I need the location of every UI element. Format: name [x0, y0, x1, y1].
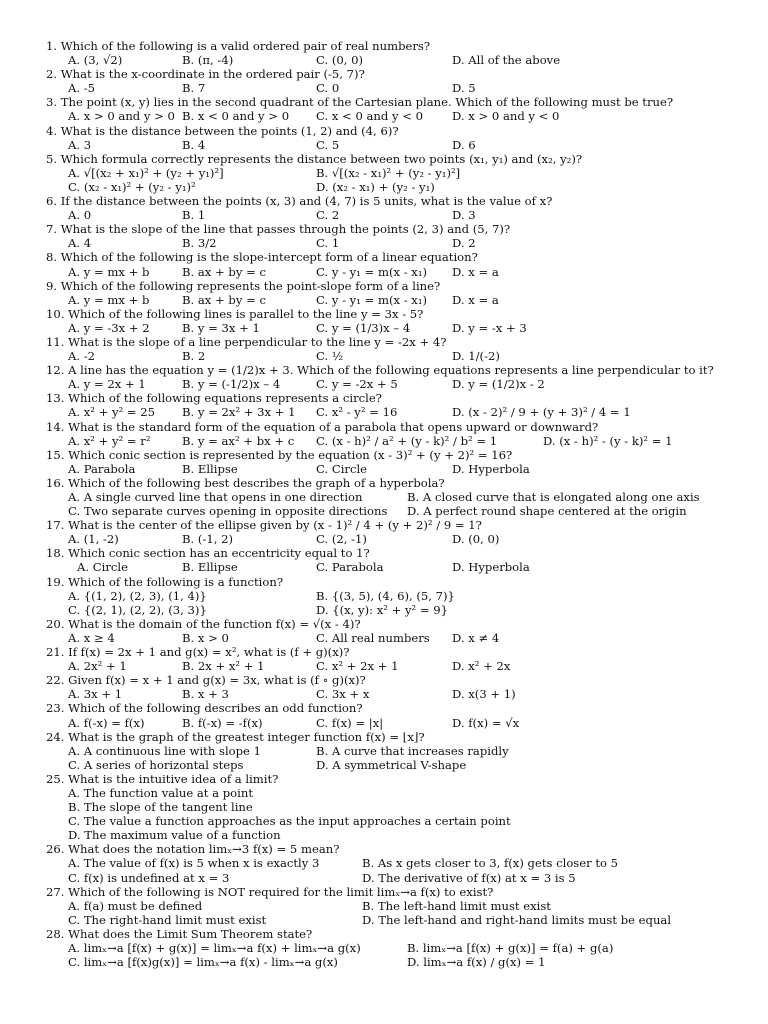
option-a: A. 3: [68, 137, 92, 152]
option-a: A. limₓ→a [f(x) + g(x)] = limₓ→a f(x) + limₓ→a g(x): [68, 941, 361, 955]
options-row: [0, 955, 768, 969]
option-d: D. (x₂ - x₁) + (y₂ - y₁): [316, 179, 435, 194]
option-a: A. (3, √2): [68, 53, 123, 68]
option-d: D. All of the above: [452, 53, 561, 68]
question-text: 21. If f(x) = 2x + 1 and g(x) = x², what is (f + g)(x)?: [46, 645, 350, 660]
options-row: [0, 208, 768, 222]
option-b: B. 3/2: [182, 236, 217, 251]
question-text: 6. If the distance between the points (x, 3) and (4, 7) is 5 units, what is the value of x?: [46, 194, 553, 209]
options-row: [0, 871, 768, 885]
options-row: [0, 603, 768, 617]
option-b: B. 2x + x² + 1: [182, 659, 265, 674]
option-c: C. Parabola: [316, 560, 384, 575]
option-c: C. limₓ→a [f(x)g(x)] = limₓ→a f(x) - limₓ→a g(x): [68, 955, 338, 970]
option-c: C. f(x) is undefined at x = 3: [68, 870, 230, 885]
option-b: B. {(3, 5), (4, 6), (5, 7)}: [316, 588, 455, 603]
option-c: C. Two separate curves opening in opposite directions: [68, 504, 388, 519]
question-sheet: [0, 39, 768, 969]
option-d: D. (x - 2)² / 9 + (y + 3)² / 4 = 1: [452, 405, 631, 420]
option-d: D. x = a: [452, 264, 499, 279]
option-a: A. √[(x₂ + x₁)² + (y₂ + y₁)²]: [68, 165, 224, 180]
option-b: B. 7: [182, 81, 206, 96]
options-row: [0, 462, 768, 476]
option-c: C. (x - h)² / a² + (y - k)² / b² = 1: [316, 433, 498, 448]
option-c: C. x² + 2x + 1: [316, 659, 399, 674]
option-d: D. A perfect round shape centered at the origin: [407, 504, 687, 519]
option-a: A. (1, -2): [68, 532, 119, 547]
options-row: [0, 81, 768, 95]
question-block: [0, 335, 768, 363]
option-a: A. x² + y² = 25: [68, 405, 156, 420]
options-row: [0, 786, 768, 800]
options-row: [0, 405, 768, 419]
question-text: 20. What is the domain of the function f(x) = √(x - 4)?: [46, 616, 361, 631]
question-text: 5. Which formula correctly represents the distance between two points (x₁, y₁) and (x₂, y₂)?: [46, 151, 583, 166]
option-b: B. 2: [182, 349, 206, 364]
question-block: [0, 885, 768, 927]
options-row: [0, 589, 768, 603]
question-text: 13. Which of the following equations represents a circle?: [46, 391, 382, 406]
option-c: C. The right-hand limit must exist: [68, 912, 267, 927]
option-a: A. Parabola: [68, 461, 136, 476]
option-d: D. The left-hand and right-hand limits must be equal: [362, 912, 672, 927]
question-block: [0, 518, 768, 546]
option-a: A. The function value at a point: [68, 785, 253, 800]
question-text: 16. Which of the following best describes the graph of a hyperbola?: [46, 475, 445, 490]
question-block: [0, 194, 768, 222]
options-row: [0, 180, 768, 194]
option-a: A. y = mx + b: [68, 292, 150, 307]
options-row: [0, 265, 768, 279]
question-block: [0, 730, 768, 772]
options-row: [0, 377, 768, 391]
option-b: B. As x gets closer to 3, f(x) gets closer to 5: [362, 856, 619, 871]
question-text: 27. Which of the following is NOT required for the limit limₓ→a f(x) to exist?: [46, 884, 494, 899]
option-d: D. 3: [452, 208, 476, 223]
options-row: [0, 560, 768, 574]
options-row: [0, 490, 768, 504]
question-text: 23. Which of the following describes an odd function?: [46, 701, 363, 716]
question-block: [0, 575, 768, 617]
option-c: C. 3x + x: [316, 687, 370, 702]
option-c: C. y - y₁ = m(x - x₁): [316, 292, 428, 307]
question-text: 18. Which conic section has an eccentricity equal to 1?: [46, 546, 370, 561]
option-a: A. y = mx + b: [68, 264, 150, 279]
question-text: 28. What does the Limit Sum Theorem state?: [46, 926, 313, 941]
question-block: [0, 476, 768, 518]
options-row: [0, 293, 768, 307]
option-c: C. (2, -1): [316, 532, 367, 547]
option-c: C. x² - y² = 16: [316, 405, 398, 420]
question-block: [0, 67, 768, 95]
option-d: D. 1/(-2): [452, 349, 500, 364]
options-row: [0, 744, 768, 758]
options-row: [0, 504, 768, 518]
options-row: [0, 716, 768, 730]
option-b: B. A closed curve that is elongated along one axis: [407, 490, 700, 504]
question-block: [0, 250, 768, 278]
question-text: 11. What is the slope of a line perpendicular to the line y = -2x + 4?: [46, 334, 447, 349]
option-d: D. Hyperbola: [452, 560, 530, 575]
option-b: B. The left-hand limit must exist: [362, 898, 551, 913]
question-block: [0, 645, 768, 673]
option-b: B. √[(x₂ - x₁)² + (y₂ - y₁)²]: [316, 165, 461, 180]
option-b: B. Ellipse: [182, 560, 238, 575]
option-b: B. x < 0 and y > 0: [182, 109, 290, 124]
option-b: B. y = (-1/2)x – 4: [182, 377, 281, 392]
option-a: A. x² + y² = r²: [68, 433, 151, 448]
option-d: D. x = a: [452, 292, 499, 307]
option-c: C. A series of horizontal steps: [68, 757, 244, 772]
option-c: C. 2: [316, 208, 340, 223]
option-b: B. 4: [182, 137, 206, 152]
question-text: 7. What is the slope of the line that passes through the points (2, 3) and (5, 7)?: [46, 222, 511, 237]
question-block: [0, 701, 768, 729]
question-block: [0, 772, 768, 842]
question-text: 4. What is the distance between the points (1, 2) and (4, 6)?: [46, 123, 399, 138]
question-text: 22. Given f(x) = x + 1 and g(x) = 3x, what is (f ∘ g)(x)?: [46, 673, 366, 688]
option-b: B. x + 3: [182, 687, 229, 702]
option-a: A. -2: [68, 349, 96, 364]
option-b: B. (-1, 2): [182, 532, 233, 547]
options-row: [0, 758, 768, 772]
option-b: B. ax + by = c: [182, 264, 266, 279]
option-c: C. Circle: [316, 461, 368, 476]
option-d: D. The derivative of f(x) at x = 3 is 5: [362, 870, 576, 885]
options-row: [0, 941, 768, 955]
options-row: [0, 800, 768, 814]
question-block: [0, 363, 768, 391]
option-d: D. A symmetrical V-shape: [316, 757, 467, 772]
options-row: [0, 814, 768, 828]
question-block: [0, 39, 768, 67]
option-a: A. The value of f(x) is 5 when x is exactly 3: [68, 856, 320, 871]
option-d: D. y = -x + 3: [452, 320, 527, 335]
option-a: A. f(-x) = f(x): [68, 715, 145, 730]
question-block: [0, 391, 768, 419]
option-d: D. y = (1/2)x - 2: [452, 377, 545, 392]
options-row: [0, 913, 768, 927]
question-text: 12. A line has the equation y = (1/2)x + 3. Which of the following equations represents a line perpendicular to it?: [46, 363, 714, 378]
option-d: D. x > 0 and y < 0: [452, 109, 560, 124]
question-text: 2. What is the x-coordinate in the ordered pair (-5, 7)?: [46, 67, 365, 82]
options-row: [0, 687, 768, 701]
option-d: D. 5: [452, 81, 476, 96]
option-c: C. 1: [316, 236, 340, 251]
options-row: [0, 899, 768, 913]
question-block: [0, 617, 768, 645]
option-c: C. y - y₁ = m(x - x₁): [316, 264, 428, 279]
options-row: [0, 166, 768, 180]
option-a: A. 4: [68, 236, 92, 251]
option-a: A. {(1, 2), (2, 3), (1, 4)}: [68, 588, 207, 603]
options-row: [0, 659, 768, 673]
question-block: [0, 95, 768, 123]
option-c: C. y = (1/3)x – 4: [316, 320, 411, 335]
question-block: [0, 152, 768, 194]
question-text: 24. What is the graph of the greatest integer function f(x) = ⌊x⌋?: [46, 729, 425, 744]
options-row: [0, 532, 768, 546]
option-a: A. A continuous line with slope 1: [68, 743, 261, 758]
options-row: [0, 856, 768, 870]
option-d: D. The maximum value of a function: [68, 828, 281, 843]
option-c: C. 5: [316, 137, 340, 152]
option-a: A. A single curved line that opens in one direction: [68, 490, 363, 504]
question-block: [0, 673, 768, 701]
options-row: [0, 349, 768, 363]
option-c: C. x < 0 and y < 0: [316, 109, 424, 124]
question-text: 1. Which of the following is a valid ordered pair of real numbers?: [46, 39, 431, 53]
question-block: [0, 448, 768, 476]
option-b: B. f(-x) = -f(x): [182, 715, 263, 730]
option-c: C. ½: [316, 349, 344, 364]
option-b: B. y = 2x² + 3x + 1: [182, 405, 296, 420]
option-b: B. A curve that increases rapidly: [316, 743, 509, 758]
option-a: A. -5: [68, 81, 96, 96]
option-d: D. x ≠ 4: [452, 630, 500, 645]
option-a: A. Circle: [77, 560, 128, 575]
option-a: A. 0: [68, 208, 92, 223]
option-b: B. y = 3x + 1: [182, 320, 260, 335]
question-block: [0, 279, 768, 307]
options-row: [0, 321, 768, 335]
options-row: [0, 236, 768, 250]
question-text: 3. The point (x, y) lies in the second quadrant of the Cartesian plane. Which of the following must be true?: [46, 95, 674, 110]
option-b: B. Ellipse: [182, 461, 238, 476]
option-c: C. (0, 0): [316, 53, 363, 68]
option-a: A. f(a) must be defined: [68, 898, 203, 913]
option-c: C. All real numbers: [316, 630, 430, 645]
option-b: B. x > 0: [182, 630, 229, 645]
options-row: [0, 53, 768, 67]
question-text: 14. What is the standard form of the equation of a parabola that opens upward or downward?: [46, 419, 599, 434]
option-d: D. x(3 + 1): [452, 687, 516, 702]
question-block: [0, 222, 768, 250]
option-d: D. limₓ→a f(x) / g(x) = 1: [407, 955, 546, 970]
option-d: D. (x - h)² - (y - k)² = 1: [543, 433, 673, 448]
option-c: C. y = -2x + 5: [316, 377, 398, 392]
option-b: B. 1: [182, 208, 206, 223]
options-row: [0, 434, 768, 448]
option-b: B. (π, -4): [182, 53, 234, 68]
option-b: B. The slope of the tangent line: [68, 800, 253, 815]
option-b: B. limₓ→a [f(x) + g(x)] = f(a) + g(a): [407, 941, 614, 955]
question-text: 10. Which of the following lines is parallel to the line y = 3x - 5?: [46, 306, 424, 321]
option-b: B. y = ax² + bx + c: [182, 433, 295, 448]
question-block: [0, 307, 768, 335]
option-d: D. x² + 2x: [452, 659, 511, 674]
question-text: 19. Which of the following is a function?: [46, 574, 284, 589]
question-text: 15. Which conic section is represented by the equation (x - 3)² + (y + 2)² = 16?: [46, 447, 513, 462]
question-text: 9. Which of the following represents the point-slope form of a line?: [46, 278, 441, 293]
option-c: C. {(2, 1), (2, 2), (3, 3)}: [68, 602, 207, 617]
option-a: A. x > 0 and y > 0: [68, 109, 175, 124]
option-d: D. {(x, y): x² + y² = 9}: [316, 602, 449, 617]
options-row: [0, 138, 768, 152]
option-a: A. y = -3x + 2: [68, 320, 150, 335]
question-block: [0, 124, 768, 152]
question-block: [0, 420, 768, 448]
options-row: [0, 631, 768, 645]
question-block: [0, 546, 768, 574]
option-b: B. ax + by = c: [182, 292, 266, 307]
option-a: A. 2x² + 1: [68, 659, 127, 674]
option-d: D. 2: [452, 236, 476, 251]
option-d: D. (0, 0): [452, 532, 500, 547]
option-a: A. x ≥ 4: [68, 630, 115, 645]
question-text: 26. What does the notation limₓ→3 f(x) = 5 mean?: [46, 842, 340, 857]
options-row: [0, 828, 768, 842]
option-c: C. 0: [316, 81, 340, 96]
option-c: C. (x₂ - x₁)² + (y₂ - y₁)²: [68, 179, 196, 194]
question-block: [0, 927, 768, 969]
option-c: C. The value a function approaches as the input approaches a certain point: [68, 814, 511, 829]
options-row: [0, 109, 768, 123]
option-a: A. y = 2x + 1: [68, 377, 146, 392]
question-text: 8. Which of the following is the slope-intercept form of a linear equation?: [46, 250, 478, 265]
option-d: D. 6: [452, 137, 476, 152]
question-text: 17. What is the center of the ellipse given by (x - 1)² / 4 + (y + 2)² / 9 = 1?: [46, 518, 482, 533]
option-a: A. 3x + 1: [68, 687, 123, 702]
question-text: 25. What is the intuitive idea of a limit?: [46, 771, 279, 786]
option-c: C. f(x) = |x|: [316, 715, 384, 730]
option-d: D. f(x) = √x: [452, 715, 520, 730]
option-d: D. Hyperbola: [452, 461, 530, 476]
question-block: [0, 842, 768, 884]
